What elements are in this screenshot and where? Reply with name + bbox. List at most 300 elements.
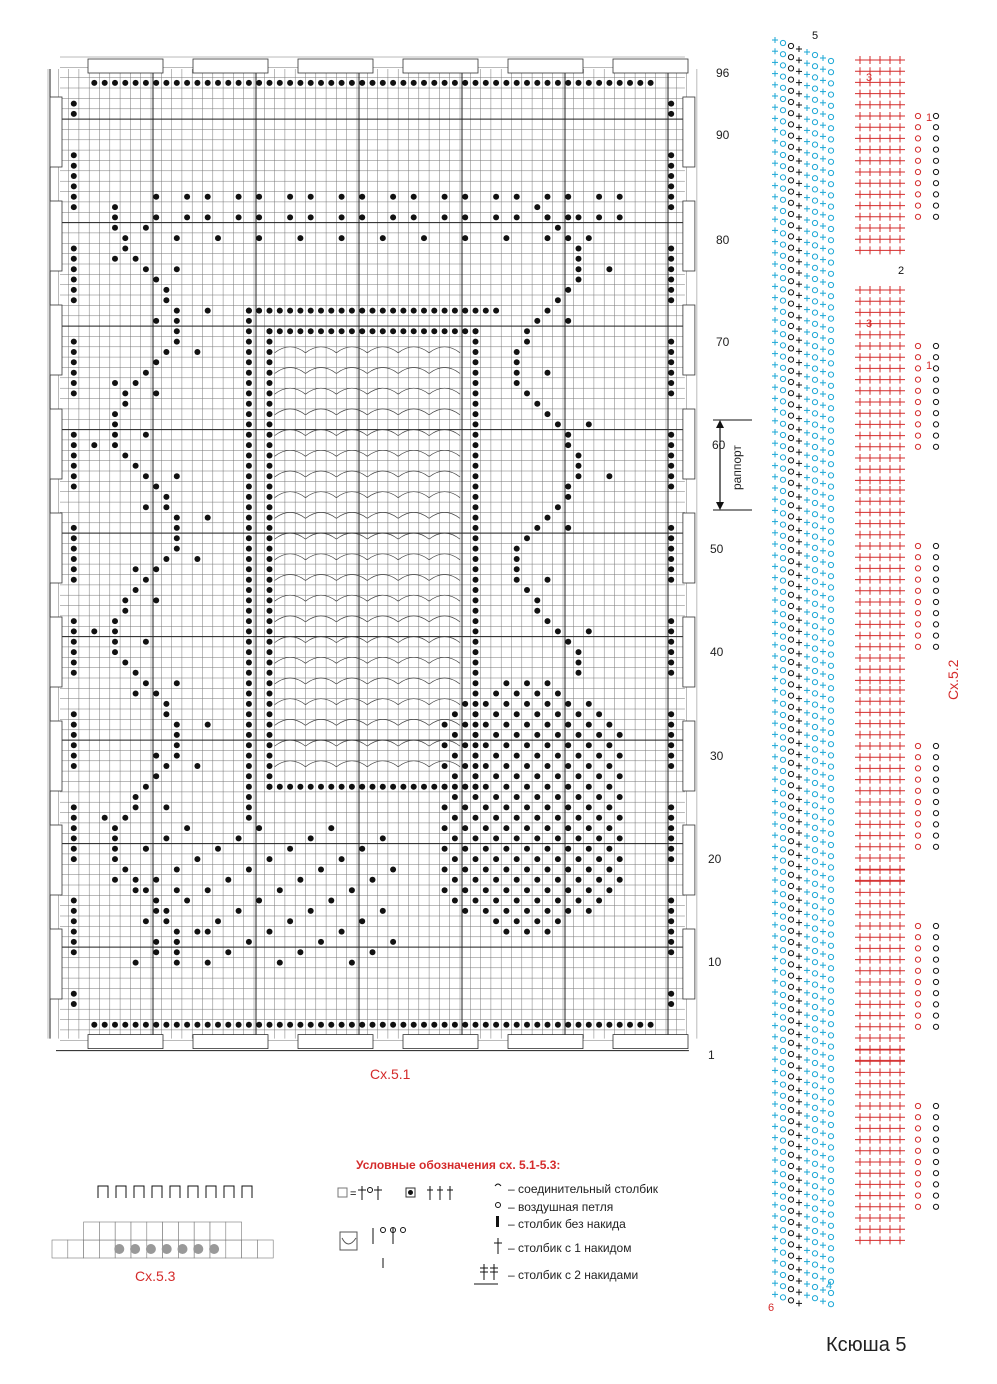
- scallop-left: [50, 617, 62, 687]
- filled-cell: [277, 80, 283, 86]
- chain-symbol: [812, 321, 817, 326]
- chain-symbol: [828, 439, 833, 444]
- filled-cell: [545, 680, 551, 686]
- filled-cell: [503, 908, 509, 914]
- filled-cell: [122, 660, 128, 666]
- filled-cell: [503, 825, 509, 831]
- filled-cell: [246, 722, 252, 728]
- filled-cell: [71, 163, 77, 169]
- chain-symbol: [812, 1228, 817, 1233]
- filled-cell: [328, 308, 334, 314]
- chain-symbol: [788, 1186, 793, 1191]
- filled-cell: [163, 494, 169, 500]
- filled-cell: [174, 722, 180, 728]
- filled-cell: [174, 308, 180, 314]
- chain-symbol: [788, 626, 793, 631]
- filled-cell: [473, 432, 479, 438]
- filled-cell: [668, 908, 674, 914]
- filled-cell: [668, 670, 674, 676]
- mesh-arc: [275, 430, 306, 436]
- chain-symbol: [788, 749, 793, 754]
- small-grid-cell: [194, 1222, 210, 1240]
- filled-cell: [122, 80, 128, 86]
- scallop-left: [50, 513, 62, 583]
- filled-cell: [473, 753, 479, 759]
- filled-cell: [668, 370, 674, 376]
- chain-ring: [933, 214, 938, 219]
- red-scallop: [855, 1046, 939, 1244]
- chain-ring: [915, 923, 920, 928]
- filled-cell: [225, 1022, 231, 1028]
- filled-cell: [462, 235, 468, 241]
- filled-cell: [545, 214, 551, 220]
- chain-symbol: [812, 724, 817, 729]
- filled-cell: [400, 328, 406, 334]
- filled-cell: [668, 525, 674, 531]
- filled-cell: [390, 784, 396, 790]
- filled-cell: [668, 183, 674, 189]
- filled-cell: [586, 908, 592, 914]
- mesh-arc: [336, 678, 367, 684]
- filled-cell: [339, 856, 345, 862]
- filled-cell: [318, 1022, 324, 1028]
- chain-symbol: [788, 951, 793, 956]
- filled-cell: [473, 577, 479, 583]
- filled-cell: [473, 421, 479, 427]
- filled-cell: [555, 753, 561, 759]
- filled-cell: [112, 421, 118, 427]
- filled-cell: [452, 815, 458, 821]
- filled-cell: [71, 939, 77, 945]
- chain-symbol: [780, 1138, 785, 1143]
- filled-cell: [534, 794, 540, 800]
- filled-cell: [71, 898, 77, 904]
- filled-cell: [545, 618, 551, 624]
- scallop-right: [683, 409, 695, 479]
- filled-cell: [194, 1022, 200, 1028]
- chain-symbol: [780, 388, 785, 393]
- filled-cell: [153, 877, 159, 883]
- chain-ring: [933, 577, 938, 582]
- mesh-arc: [336, 347, 367, 353]
- mesh-arc: [275, 512, 306, 518]
- chain-symbol: [780, 309, 785, 314]
- filled-cell: [586, 846, 592, 852]
- filled-cell: [576, 277, 582, 283]
- chain-symbol: [812, 747, 817, 752]
- chain-symbol: [788, 1287, 793, 1292]
- chain-symbol: [812, 355, 817, 360]
- filled-cell: [421, 235, 427, 241]
- filled-cell: [473, 473, 479, 479]
- filled-cell: [318, 328, 324, 334]
- filled-cell: [308, 194, 314, 200]
- filled-cell: [225, 80, 231, 86]
- filled-cell: [122, 235, 128, 241]
- filled-cell: [668, 442, 674, 448]
- chain-symbol: [812, 456, 817, 461]
- chain-symbol: [780, 802, 785, 807]
- chain-ring: [915, 388, 920, 393]
- chain-ring: [933, 1204, 938, 1209]
- filled-cell: [133, 256, 139, 262]
- filled-cell: [524, 887, 530, 893]
- chain-ring: [933, 125, 938, 130]
- chain-symbol: [780, 1071, 785, 1076]
- filled-cell: [524, 804, 530, 810]
- filled-cell: [576, 80, 582, 86]
- filled-cell: [473, 515, 479, 521]
- filled-cell: [493, 835, 499, 841]
- filled-cell: [617, 877, 623, 883]
- filled-cell: [524, 680, 530, 686]
- chain-symbol: [812, 624, 817, 629]
- filled-cell: [246, 328, 252, 334]
- filled-cell: [308, 1022, 314, 1028]
- chain-ring: [933, 158, 938, 163]
- chain-symbol: [812, 232, 817, 237]
- filled-cell: [514, 856, 520, 862]
- chain-symbol: [828, 1223, 833, 1228]
- chain-symbol: [812, 478, 817, 483]
- filled-cell: [473, 701, 479, 707]
- scallop-right: [683, 617, 695, 687]
- chain-ring: [933, 444, 938, 449]
- chain-ring: [933, 622, 938, 627]
- chain-symbol: [788, 290, 793, 295]
- filled-cell: [606, 846, 612, 852]
- filled-cell: [473, 711, 479, 717]
- filled-cell: [668, 722, 674, 728]
- chain-ring: [915, 1148, 920, 1153]
- chain-symbol: [780, 1239, 785, 1244]
- filled-cell: [380, 908, 386, 914]
- filled-cell: [586, 742, 592, 748]
- filled-cell: [71, 277, 77, 283]
- chain-symbol: [788, 223, 793, 228]
- filled-cell: [246, 939, 252, 945]
- filled-cell: [452, 835, 458, 841]
- chain-symbol: [828, 1044, 833, 1049]
- chain-symbol: [788, 771, 793, 776]
- chain-symbol: [788, 245, 793, 250]
- chain-symbol: [828, 338, 833, 343]
- chain-symbol: [788, 547, 793, 552]
- chain-symbol: [780, 376, 785, 381]
- mesh-arc: [275, 637, 306, 643]
- filled-cell: [483, 804, 489, 810]
- filled-cell: [256, 235, 262, 241]
- chain-ring: [915, 979, 920, 984]
- filled-cell: [627, 1022, 633, 1028]
- filled-cell: [380, 328, 386, 334]
- filled-cell: [565, 887, 571, 893]
- filled-cell: [596, 898, 602, 904]
- chain-symbol: [828, 316, 833, 321]
- chain-symbol: [812, 1296, 817, 1301]
- chain-symbol: [828, 910, 833, 915]
- filled-cell: [586, 421, 592, 427]
- mesh-arc: [306, 719, 337, 725]
- mesh-arc: [398, 761, 429, 767]
- mesh-arc: [336, 699, 367, 705]
- mesh-arc: [275, 347, 306, 353]
- chain-symbol: [828, 327, 833, 332]
- picot-symbol: [224, 1186, 234, 1198]
- filled-cell: [308, 784, 314, 790]
- filled-cell: [617, 214, 623, 220]
- filled-cell: [473, 442, 479, 448]
- filled-cell: [153, 597, 159, 603]
- filled-cell: [112, 628, 118, 634]
- filled-cell: [143, 639, 149, 645]
- chain-symbol: [828, 473, 833, 478]
- filled-cell: [287, 194, 293, 200]
- mesh-arc: [429, 388, 460, 394]
- chain-symbol: [788, 357, 793, 362]
- chain-symbol: [780, 948, 785, 953]
- filled-cell: [205, 929, 211, 935]
- filled-cell: [473, 380, 479, 386]
- chain-symbol: [812, 534, 817, 539]
- chain-ring: [933, 777, 938, 782]
- chain-symbol: [788, 525, 793, 530]
- chain-ring: [933, 611, 938, 616]
- chain-symbol: [780, 52, 785, 57]
- chain-symbol: [828, 58, 833, 63]
- chain-symbol: [780, 690, 785, 695]
- chain-symbol: [812, 668, 817, 673]
- filled-cell: [71, 918, 77, 924]
- filled-cell: [493, 194, 499, 200]
- filled-cell: [163, 556, 169, 562]
- filled-cell: [153, 753, 159, 759]
- chain-symbol: [780, 164, 785, 169]
- filled-cell: [534, 918, 540, 924]
- filled-cell: [308, 908, 314, 914]
- filled-cell: [586, 1022, 592, 1028]
- filled-cell: [153, 318, 159, 324]
- chain-symbol: [788, 335, 793, 340]
- filled-cell: [143, 504, 149, 510]
- chain-symbol: [812, 1240, 817, 1245]
- mesh-arc: [367, 430, 398, 436]
- filled-cell: [442, 194, 448, 200]
- filled-cell: [648, 1022, 654, 1028]
- chain-symbol: [780, 1295, 785, 1300]
- filled-cell: [133, 804, 139, 810]
- chain-symbol: [780, 1060, 785, 1065]
- chain-symbol: [812, 926, 817, 931]
- filled-cell: [514, 566, 520, 572]
- filled-cell: [359, 194, 365, 200]
- chain-symbol: [780, 399, 785, 404]
- filled-cell: [452, 773, 458, 779]
- filled-cell: [246, 421, 252, 427]
- filled-cell: [473, 856, 479, 862]
- filled-cell: [267, 597, 273, 603]
- filled-cell: [668, 628, 674, 634]
- filled-cell: [493, 856, 499, 862]
- filled-cell: [668, 618, 674, 624]
- filled-cell: [267, 380, 273, 386]
- filled-cell: [514, 711, 520, 717]
- filled-cell: [71, 101, 77, 107]
- chain-symbol: [788, 839, 793, 844]
- chain-symbol: [788, 1096, 793, 1101]
- mesh-arc: [398, 699, 429, 705]
- filled-cell: [277, 328, 283, 334]
- filled-cell: [565, 194, 571, 200]
- chain-symbol: [828, 417, 833, 422]
- mesh-arc: [429, 533, 460, 539]
- chain-symbol: [812, 288, 817, 293]
- filled-cell: [359, 846, 365, 852]
- chain-symbol: [828, 406, 833, 411]
- chain-symbol: [788, 469, 793, 474]
- chain-ring: [915, 355, 920, 360]
- scallop-top: [88, 59, 163, 73]
- mesh-arc: [429, 471, 460, 477]
- chain-symbol: [812, 512, 817, 517]
- filled-cell: [267, 711, 273, 717]
- filled-cell: [524, 1022, 530, 1028]
- filled-cell: [246, 525, 252, 531]
- filled-cell: [534, 318, 540, 324]
- filled-cell: [246, 349, 252, 355]
- chain-ring: [933, 543, 938, 548]
- chain-symbol: [780, 936, 785, 941]
- chain-symbol: [780, 220, 785, 225]
- filled-cell: [473, 722, 479, 728]
- filled-cell: [267, 577, 273, 583]
- chain-ring: [933, 633, 938, 638]
- edge-column: [812, 52, 817, 1300]
- chain-symbol: [780, 1183, 785, 1188]
- chain-ring: [933, 1103, 938, 1108]
- edge-number-5: 5: [812, 30, 819, 42]
- filled-cell: [503, 929, 509, 935]
- chain-symbol: [788, 514, 793, 519]
- filled-cell: [483, 867, 489, 873]
- filled-cell: [565, 804, 571, 810]
- filled-cell: [390, 939, 396, 945]
- chain-ring: [933, 833, 938, 838]
- chain-symbol: [828, 226, 833, 231]
- filled-cell: [606, 887, 612, 893]
- filled-cell: [267, 463, 273, 469]
- edge-column: [788, 43, 793, 1303]
- filled-cell: [668, 929, 674, 935]
- filled-cell: [555, 504, 561, 510]
- chain-symbol: [828, 193, 833, 198]
- chain-symbol: [828, 1122, 833, 1127]
- filled-cell: [617, 815, 623, 821]
- chain-ring: [933, 1182, 938, 1187]
- filled-cell: [246, 515, 252, 521]
- chain-symbol: [788, 1029, 793, 1034]
- row-number-90: 90: [716, 128, 730, 142]
- filled-cell: [112, 225, 118, 231]
- chain-symbol: [788, 659, 793, 664]
- chain-symbol: [828, 1010, 833, 1015]
- filled-cell: [617, 794, 623, 800]
- chain-symbol: [788, 167, 793, 172]
- chain-symbol: [828, 394, 833, 399]
- chain-symbol: [788, 1119, 793, 1124]
- chain-ring: [933, 599, 938, 604]
- filled-cell: [205, 722, 211, 728]
- filled-cell: [133, 670, 139, 676]
- filled-cell: [493, 1022, 499, 1028]
- filled-cell: [153, 214, 159, 220]
- chain-ring: [915, 158, 920, 163]
- filled-cell: [668, 815, 674, 821]
- filled-cell: [452, 877, 458, 883]
- legend-tr-icon: [474, 1264, 498, 1284]
- filled-cell: [71, 390, 77, 396]
- chain-symbol: [812, 176, 817, 181]
- chain-symbol: [780, 623, 785, 628]
- filled-cell: [493, 80, 499, 86]
- filled-cell: [442, 742, 448, 748]
- mesh-arc: [306, 450, 337, 456]
- chain-symbol: [828, 114, 833, 119]
- filled-cell: [576, 773, 582, 779]
- filled-cell: [267, 587, 273, 593]
- chain-symbol: [812, 310, 817, 315]
- chain-symbol: [788, 77, 793, 82]
- mesh-arc: [275, 471, 306, 477]
- legend-single-crochet: – столбик без накида: [508, 1217, 626, 1231]
- filled-cell: [452, 856, 458, 862]
- chain-symbol: [812, 1273, 817, 1278]
- chain-symbol: [788, 43, 793, 48]
- filled-cell: [246, 804, 252, 810]
- legend-double-crochet: – столбик с 1 накидом: [508, 1241, 632, 1255]
- mesh-arc: [367, 347, 398, 353]
- chain-symbol: [780, 824, 785, 829]
- filled-cell: [442, 887, 448, 893]
- filled-cell: [297, 308, 303, 314]
- chain-ring: [915, 957, 920, 962]
- filled-cell: [493, 711, 499, 717]
- filled-cell: [112, 649, 118, 655]
- chain-symbol: [828, 596, 833, 601]
- chain-symbol: [788, 189, 793, 194]
- filled-cell: [112, 1022, 118, 1028]
- filled-cell: [617, 732, 623, 738]
- mesh-arc: [398, 492, 429, 498]
- filled-cell: [122, 390, 128, 396]
- chain-symbol: [780, 365, 785, 370]
- chain-symbol: [828, 103, 833, 108]
- filled-cell: [576, 815, 582, 821]
- filled-cell: [617, 1022, 623, 1028]
- chain-symbol: [788, 435, 793, 440]
- mesh-arc: [275, 616, 306, 622]
- chain-ring: [933, 113, 938, 118]
- filled-cell: [524, 929, 530, 935]
- filled-cell: [606, 763, 612, 769]
- mesh-arc: [367, 699, 398, 705]
- filled-cell: [163, 504, 169, 510]
- filled-cell: [514, 80, 520, 86]
- filled-cell: [246, 504, 252, 510]
- filled-cell: [668, 535, 674, 541]
- chain-symbol: [812, 736, 817, 741]
- chain-ring: [915, 633, 920, 638]
